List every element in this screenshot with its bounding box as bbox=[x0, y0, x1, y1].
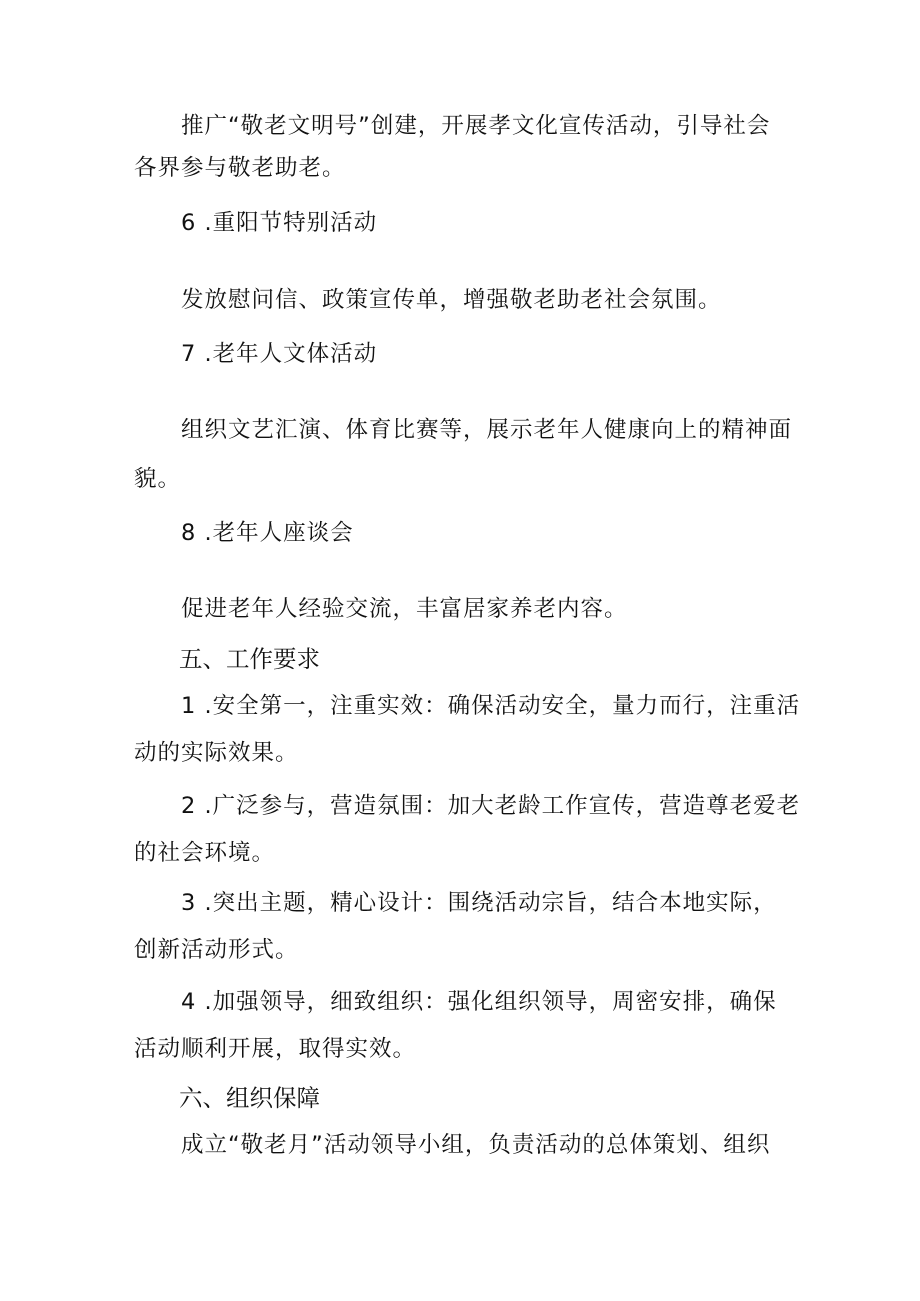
list-item-title: 8 .老年人座谈会 bbox=[181, 520, 354, 546]
paragraph-line: 创新活动形式。 bbox=[134, 937, 299, 963]
paragraph-line: 促进老年人经验交流，丰富居家养老内容。 bbox=[181, 596, 628, 622]
section-heading: 五、工作要求 bbox=[179, 645, 320, 673]
paragraph-line: 貌。 bbox=[134, 466, 182, 492]
paragraph-line: 各界参与敬老助老。 bbox=[134, 155, 346, 181]
paragraph-line: 推广“敬老文明号”创建，开展孝文化宣传活动，引导社会 bbox=[181, 113, 771, 139]
paragraph-line: 组织文艺汇演、体育比赛等，展示老年人健康向上的精神面 bbox=[181, 417, 793, 443]
list-item-title: 7 .老年人文体活动 bbox=[181, 341, 378, 367]
paragraph-line: 成立“敬老月”活动领导小组，负责活动的总体策划、组织 bbox=[181, 1132, 771, 1158]
section-heading: 六、组织保障 bbox=[179, 1084, 320, 1112]
paragraph-line: 1 .安全第一，注重实效：确保活动安全，量力而行，注重活 bbox=[181, 693, 801, 719]
paragraph-line: 2 .广泛参与，营造氛围：加大老龄工作宣传，营造尊老爱老 bbox=[181, 793, 801, 819]
paragraph-line: 3 .突出主题，精心设计：围绕活动宗旨，结合本地实际， bbox=[181, 890, 777, 916]
paragraph-line: 活动顺利开展，取得实效。 bbox=[134, 1036, 417, 1062]
paragraph-line: 发放慰问信、政策宣传单，增强敬老助老社会氛围。 bbox=[181, 287, 722, 313]
paragraph-line: 动的实际效果。 bbox=[134, 740, 299, 766]
paragraph-line: 的社会环境。 bbox=[134, 840, 276, 866]
paragraph-line: 4 .加强领导，细致组织：强化组织领导，周密安排，确保 bbox=[181, 989, 777, 1015]
list-item-title: 6 .重阳节特别活动 bbox=[181, 210, 378, 236]
